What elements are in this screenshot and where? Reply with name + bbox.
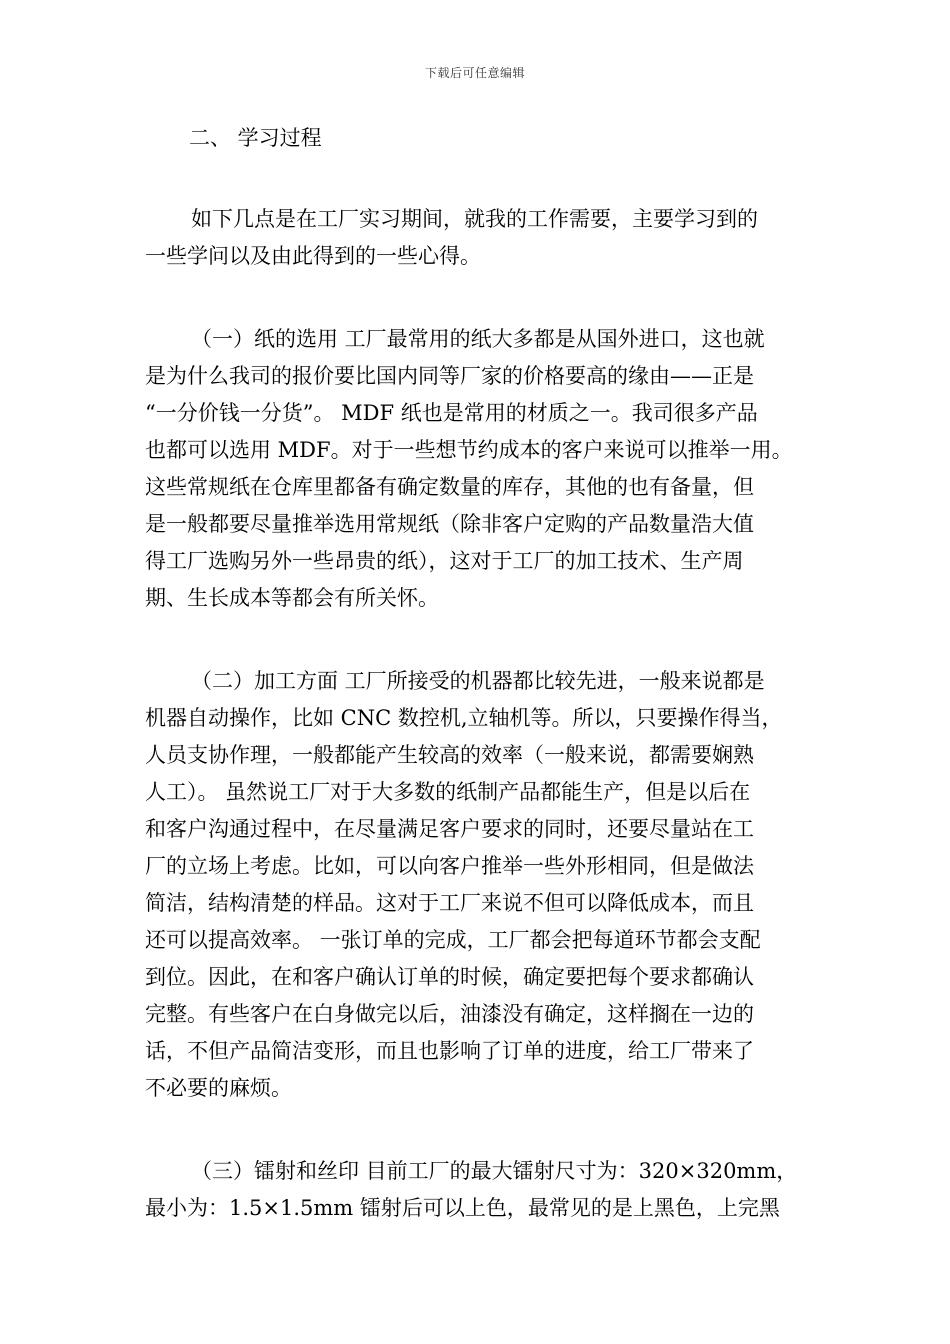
paragraph-line: 期、生长成本等都会有所关怀。 <box>145 586 439 610</box>
paragraph-line: 人工）。 虽然说工厂对于大多数的纸制产品都能生产，但是以后在 <box>145 780 751 804</box>
paragraph-line: 是一般都要尽量推举选用常规纸（除非客户定购的产品数量浩大值 <box>145 512 754 536</box>
paragraph-line: 是为什么我司的报价要比国内同等厂家的价格要高的缘由——正是 <box>145 364 754 388</box>
paragraph-intro <box>145 201 805 275</box>
paragraph-line: 和客户沟通过程中，在尽量满足客户要求的同时，还要尽量站在工 <box>145 817 754 841</box>
paragraph-line: 如下几点是在工厂实习期间，就我的工作需要，主要学习到的 <box>191 207 758 231</box>
paragraph-line: 机器自动操作，比如 CNC 数控机,立轴机等。所以，只要操作得当， <box>145 706 783 730</box>
paragraph-line: （二）加工方面 工厂所接受的机器都比较先进，一般来说都是 <box>191 669 765 693</box>
paragraph-line: 不必要的麻烦。 <box>145 1076 292 1100</box>
paragraph-line: 人员支协作理，一般都能产生较高的效率（一般来说，都需要娴熟 <box>145 743 754 767</box>
paragraph-line: （三）镭射和丝印 目前工厂的最大镭射尺寸为：320×320mm， <box>191 1159 798 1183</box>
paragraph-line: 也都可以选用 MDF。对于一些想节约成本的客户来说可以推举一用。 <box>145 438 793 462</box>
paragraph-line: 一些学问以及由此得到的一些心得。 <box>145 244 481 268</box>
paragraph-line: 到位。因此，在和客户确认订单的时候，确定要把每个要求都确认 <box>145 965 754 989</box>
paragraph-processing <box>145 663 805 1107</box>
paragraph-line: 话，不但产品简洁变形，而且也影响了订单的进度，给工厂带来了 <box>145 1039 754 1063</box>
page-header-note: 下载后可任意编辑 <box>424 66 525 80</box>
paragraph-line: 厂的立场上考虑。比如，可以向客户推举一些外形相同，但是做法 <box>145 854 754 878</box>
paragraph-laser-printing <box>145 1153 805 1227</box>
paragraph-line: （一）纸的选用 工厂最常用的纸大多都是从国外进口，这也就 <box>191 327 765 351</box>
paragraph-line: 这些常规纸在仓库里都备有确定数量的库存，其他的也有备量，但 <box>145 475 754 499</box>
document-body <box>145 120 805 1273</box>
paragraph-line: 得工厂选购另外一些昂贵的纸），这对于工厂的加工技术、生产周 <box>145 549 744 573</box>
paragraph-line: 完整。有些客户在白身做完以后，油漆没有确定，这样搁在一边的 <box>145 1002 754 1026</box>
section-heading: 二、 学习过程 <box>189 126 322 150</box>
paragraph-line: 最小为：1.5×1.5mm 镭射后可以上色，最常见的是上黑色，上完黑 <box>145 1196 780 1220</box>
paragraph-paper-selection <box>145 321 805 617</box>
paragraph-line: 还可以提高效率。 一张订单的完成，工厂都会把每道环节都会支配 <box>145 928 761 952</box>
paragraph-line: “一分价钱一分货”。 MDF 纸也是常用的材质之一。我司很多产品 <box>145 401 758 425</box>
paragraph-line: 简洁，结构清楚的样品。这对于工厂来说不但可以降低成本，而且 <box>145 891 754 915</box>
